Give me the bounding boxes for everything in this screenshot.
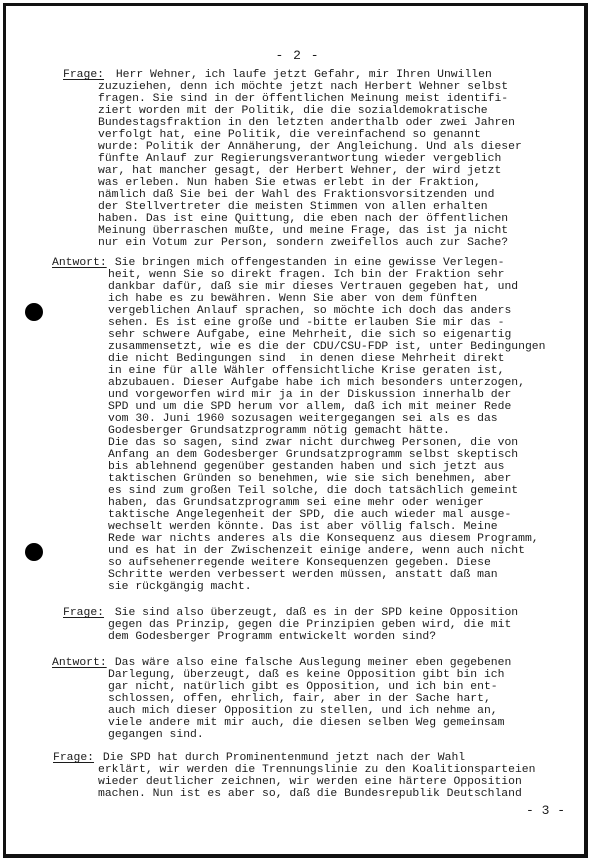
text-line: taktischen Gründen so benehmen, wie sie sich benehmen, aber xyxy=(108,473,512,485)
text-line: Anfang an dem Godesberger Grundsatzprogramm selbst skeptisch xyxy=(108,449,519,461)
text-line: SPD und um die SPD herum vor allem, daß ich mit meiner Rede xyxy=(108,401,512,413)
text-line: in eine für alle Wähler offensichtliche Krise geraten ist, xyxy=(108,365,505,377)
text-line: heit, wenn Sie so direkt fragen. Ich bin der Fraktion sehr xyxy=(108,269,505,281)
text-line: was erleben. Nun haben Sie etwas erlebt in der Fraktion, xyxy=(98,177,481,189)
speaker-label: Frage: xyxy=(63,69,105,81)
text-line: machen. Nun ist es aber so, daß die Bundesrepublik Deutschland xyxy=(98,788,522,800)
text-line: gegangen sind. xyxy=(108,729,204,741)
text-line: vom 30. Juni 1960 sozusagen weitergegangen sei als es das xyxy=(108,413,498,425)
text-line: der Stellvertreter die meisten Stimmen von allen erhalten xyxy=(98,201,488,213)
text-line: taktische Angelegenheit der SPD, die auch wieder mal ausge- xyxy=(108,509,512,521)
text-line: verfolgt hat, eine Politik, die vereinfachend so genannt xyxy=(98,129,481,141)
text-line: nur ein Votum zur Person, sondern zweifellos auch zur Sache? xyxy=(98,237,509,249)
text-line: Meinung überraschen mußte, und meine Frage, das ist ja nicht xyxy=(98,225,509,237)
text-line: sie rückgängig macht. xyxy=(108,581,252,593)
text-line: und vorgeworfen wird mir ja in der Diskussion innerhalb der xyxy=(108,389,512,401)
text-line: vergeblichen Anlauf sprachen, so möchte ich doch das anders xyxy=(108,305,512,317)
text-line: zusammensetzt, wie es die der CDU/CSU-FDP ist, unter Bedingungen xyxy=(108,341,546,353)
text-line: Bundestagsfraktion in den letzten anderthalb oder zwei Jahren xyxy=(98,117,515,129)
text-line: gegen das Prinzip, gegen die Prinzipien geben wird, die mit xyxy=(108,619,512,631)
text-line: ziert worden mit der Politik, die die sozialdemokratische xyxy=(98,105,488,117)
text-line: so aufsehenerregende weitere Konsequenzen gegeben. Diese xyxy=(108,557,491,569)
text-line: zuzuziehen, denn ich möchte jetzt nach Herbert Wehner selbst xyxy=(98,81,509,93)
text-line: erklärt, wir werden die Trennungslinie zu den Koalitionsparteien xyxy=(98,764,536,776)
text-line: und es hat in der Zwischenzeit einige andere, wenn auch nicht xyxy=(108,545,525,557)
text-line: sehen. Es ist eine große und -bitte erlauben Sie mir das - xyxy=(108,317,505,329)
text-line: sehr schwere Aufgabe, eine Mehrheit, die sich so eigenartig xyxy=(108,329,512,341)
text-line: Sie sind also überzeugt, daß es in der SPD keine Opposition xyxy=(108,607,519,619)
speaker-label: Frage: xyxy=(63,607,105,619)
text-line: Rede war nichts anderes als die Konsequenz aus diesem Programm, xyxy=(108,533,539,545)
text-line: Schritte werden verbessert werden müssen, anstatt daß man xyxy=(108,569,498,581)
text-line: Die SPD hat durch Prominentenmund jetzt nach der Wahl xyxy=(96,752,466,764)
text-line: haben. Das ist eine Quittung, die eben nach der öffentlichen xyxy=(98,213,509,225)
text-line: abzubauen. Dieser Aufgabe habe ich mich besonders unterzogen, xyxy=(108,377,525,389)
text-line: nämlich daß Sie bei der Wahl des Fraktionsvorsitzenden und xyxy=(98,189,495,201)
speaker-label: Antwort: xyxy=(52,257,107,269)
speaker-label: Antwort: xyxy=(52,657,107,669)
text-line: Das wäre also eine falsche Auslegung meiner eben gegebenen xyxy=(108,657,512,669)
text-line: dem Godesberger Programm entwickelt worden sind? xyxy=(108,631,437,643)
punch-hole-bottom xyxy=(25,543,43,561)
text-line: viele andere mit mir auch, die diesen selben Weg gemeinsam xyxy=(108,717,505,729)
text-line: Die das so sagen, sind zwar nicht durchweg Personen, die von xyxy=(108,437,519,449)
text-line: ich habe es zu bewähren. Wenn Sie aber von dem fünften xyxy=(108,293,478,305)
text-line: Godesberger Grundsatzprogramm nötig gemacht hätte. xyxy=(108,425,450,437)
text-line: Herr Wehner, ich laufe jetzt Gefahr, mir Ihren Unwillen xyxy=(109,69,492,81)
text-line: dankbar dafür, daß sie mir dieses Vertrauen gegeben hat, und xyxy=(108,281,519,293)
text-line: Sie bringen mich offengestanden in eine gewisse Verlegen- xyxy=(108,257,505,269)
next-page-marker: - 3 - xyxy=(526,803,566,818)
text-line: wechselt werden könnte. Das ist aber völlig falsch. Meine xyxy=(108,521,498,533)
punch-hole-top xyxy=(25,303,43,321)
page-number: - 2 - xyxy=(275,48,320,63)
text-line: die nicht Bedingungen sind in denen diese Mehrheit direkt xyxy=(108,353,505,365)
text-line: auch mich dieser Opposition zu stellen, und ich nehme an, xyxy=(108,705,498,717)
text-line: schlossen, offen, ehrlich, fair, aber in der Sache hart, xyxy=(108,693,491,705)
text-line: fragen. Sie sind in der öffentlichen Meinung meist identifi- xyxy=(98,93,509,105)
text-line: es sind zum großen Teil solche, die doch tatsächlich gemeint xyxy=(108,485,519,497)
text-line: gar nicht, natürlich gibt es Opposition, und ich bin ent- xyxy=(108,681,498,693)
speaker-label: Frage: xyxy=(53,752,95,764)
text-line: wurde: Politik der Annäherung, der Angleichung. Und als dieser xyxy=(98,141,522,153)
text-line: fünfte Anlauf zur Regierungsverantwortung wieder vergeblich xyxy=(98,153,502,165)
text-line: haben, das Grundsatzprogramm sei eine mehr oder weniger xyxy=(108,497,484,509)
text-line: war, hat mancher gesagt, der Herbert Wehner, der wird jetzt xyxy=(98,165,502,177)
text-line: bis ablehnend gegenüber gestanden haben und sich jetzt aus xyxy=(108,461,505,473)
text-line: wieder deutlicher zeichnen, wir werden eine härtere Opposition xyxy=(98,776,522,788)
text-line: Darlegung, überzeugt, daß es keine Opposition gibt bin ich xyxy=(108,669,505,681)
